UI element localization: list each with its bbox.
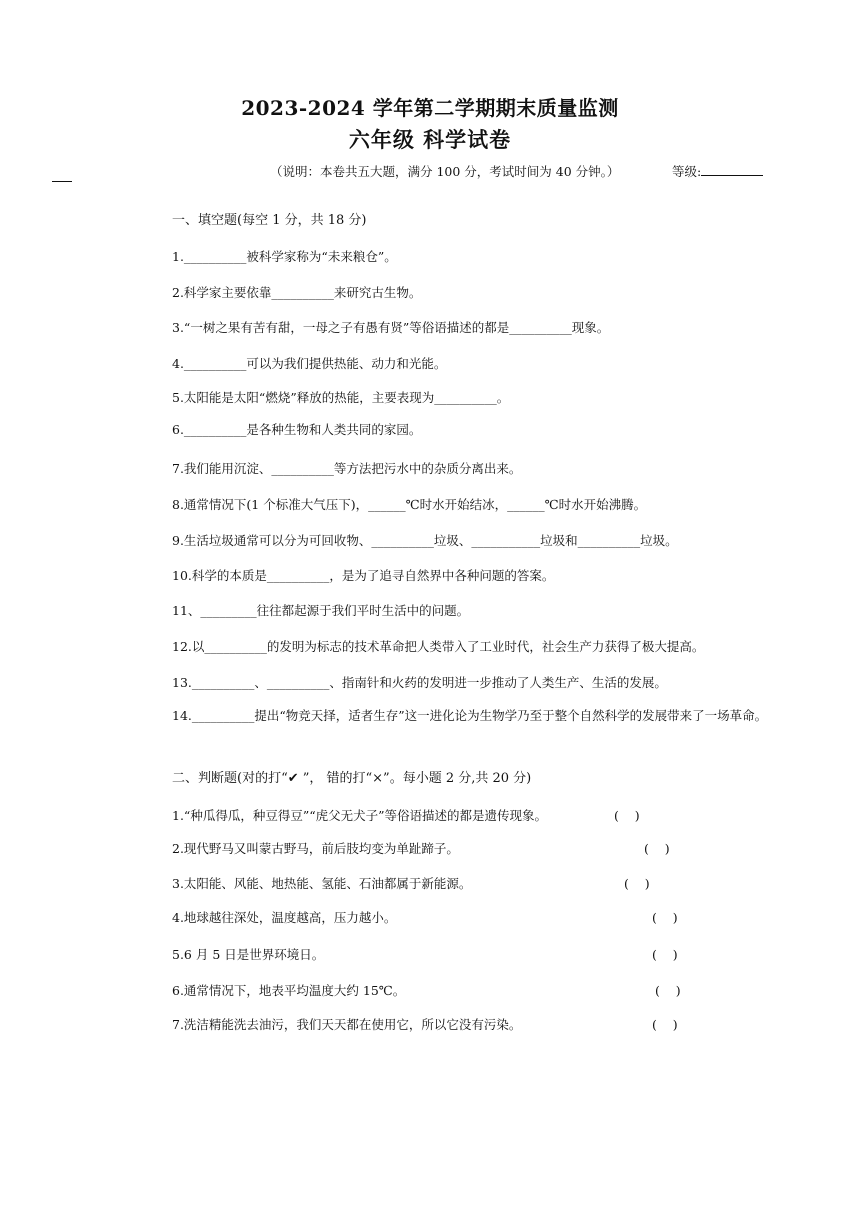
question-item: 6.__________是各种生物和人类共同的家园。 — [172, 422, 422, 437]
exam-subtitle: 六年级 科学试卷 — [348, 127, 512, 152]
question-item: 2.科学家主要依靠__________来研究古生物。 — [172, 285, 422, 300]
question-item: 4.__________可以为我们提供热能、动力和光能。 — [172, 356, 447, 371]
judge-item-text: 3.太阳能、风能、地热能、氢能、石油都属于新能源。 — [172, 876, 472, 891]
answer-parentheses: ( ) — [624, 876, 650, 891]
question-item: 13.__________、__________、指南针和火药的发明进一步推动了人类生产、生活的发展。 — [172, 675, 667, 690]
margin-rule — [52, 181, 72, 182]
judge-item-text: 2.现代野马又叫蒙古野马，前后肢均变为单趾蹄子。 — [172, 841, 459, 856]
question-item: 14.__________提出“物竞天择，适者生存”这一进化论为生物学乃至于整个自然科学的发展带来了一场革命。 — [172, 708, 768, 723]
exam-title: 2023-2024 学年第二学期期末质量监测 — [241, 96, 619, 120]
question-item: 11、_________往往都起源于我们平时生活中的问题。 — [172, 603, 470, 618]
answer-parentheses: ( ) — [655, 983, 681, 998]
question-item: 3.“一树之果有苦有甜，一母之子有愚有贤”等俗语描述的都是__________现象。 — [172, 320, 610, 335]
answer-parentheses: ( ) — [644, 841, 670, 856]
judge-item-text: 1.“种瓜得瓜，种豆得豆”“虎父无犬子”等俗语描述的都是遗传现象。 — [172, 808, 547, 823]
question-item: 7.我们能用沉淀、__________等方法把污水中的杂质分离出来。 — [172, 461, 522, 476]
question-item: 8.通常情况下(1 个标准大气压下)，______℃时水开始结冰，______℃时水开始沸腾。 — [172, 497, 647, 512]
grade-field — [672, 162, 763, 180]
question-item: 1.__________被科学家称为“未来粮仓”。 — [172, 249, 397, 264]
question-item: 5.太阳能是太阳“燃烧”释放的热能，主要表现为__________。 — [172, 390, 510, 405]
judge-item-text: 4.地球越往深处，温度越高，压力越小。 — [172, 910, 397, 925]
section-heading-true-false: 二、判断题(对的打“✔ ”， 错的打“×”。每小题 2 分,共 20 分) — [172, 771, 532, 786]
grade-label: 等级: — [672, 164, 702, 179]
question-item: 10.科学的本质是__________，是为了追寻自然界中各种问题的答案。 — [172, 568, 555, 583]
answer-parentheses: ( ) — [652, 910, 678, 925]
exam-instructions: （说明：本卷共五大题，满分 100 分，考试时间为 40 分钟。） — [270, 164, 620, 179]
judge-item-text: 7.洗洁精能洗去油污，我们天天都在使用它，所以它没有污染。 — [172, 1017, 522, 1032]
answer-parentheses: ( ) — [614, 808, 640, 823]
section-heading-fill-in: 一、填空题(每空 1 分，共 18 分) — [172, 213, 367, 228]
answer-parentheses: ( ) — [652, 947, 678, 962]
answer-parentheses: ( ) — [652, 1017, 678, 1032]
judge-item-text: 5.6 月 5 日是世界环境日。 — [172, 947, 325, 962]
question-item: 9.生活垃圾通常可以分为可回收物、__________垃圾、___________垃圾和__________垃圾。 — [172, 533, 678, 548]
question-item: 12.以__________的发明为标志的技术革命把人类带入了工业时代，社会生产力获得了极大提高。 — [172, 639, 705, 654]
judge-item-text: 6.通常情况下，地表平均温度大约 15℃。 — [172, 983, 406, 998]
grade-blank — [701, 163, 763, 176]
